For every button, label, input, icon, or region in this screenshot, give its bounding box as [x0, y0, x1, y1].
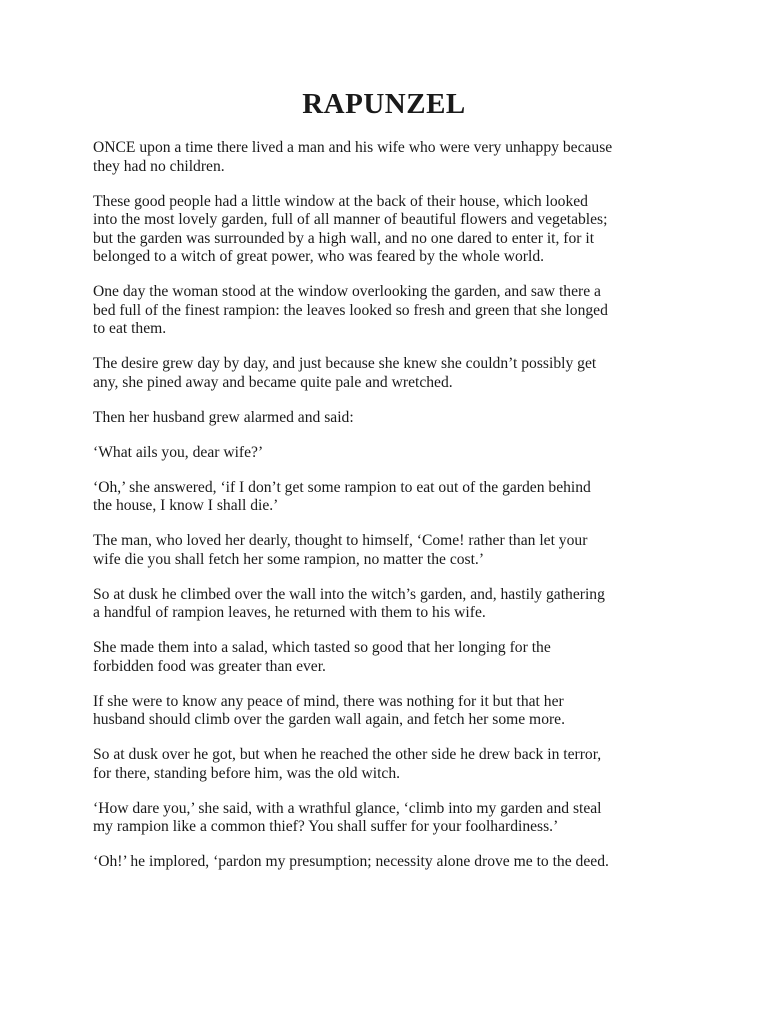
paragraph	[93, 853, 679, 872]
text-line: ‘Oh!’ he implored, ‘pardon my presumption; necessity alone drove me to the deed.	[93, 853, 609, 870]
text-line: One day the woman stood at the window overlooking the garden, and saw there a	[93, 283, 601, 300]
text-line: to eat them.	[93, 320, 167, 337]
text-line: ‘What ails you, dear wife?’	[93, 443, 264, 461]
text-line: for there, standing before him, was the old witch.	[93, 764, 401, 782]
text-line: ‘How dare you,’ she said, with a wrathful glance, ‘climb into my garden and steal	[93, 799, 602, 817]
text-line: my rampion like a common thief? You shall suffer for your foolhardiness.’	[93, 818, 559, 835]
text-line: ‘Oh,’ she answered, ‘if I don’t get some rampion to eat out of the garden behind	[93, 478, 591, 496]
text-line: ONCE upon a time there lived a man and his wife who were very unhappy because	[93, 139, 613, 156]
paragraph	[93, 139, 679, 176]
text-line: The desire grew day by day, and just because she knew she couldn’t possibly get	[93, 355, 597, 372]
text-line: The man, who loved her dearly, thought to himself, ‘Come! rather than let your	[93, 532, 588, 549]
paragraph	[93, 746, 679, 783]
text-line: into the most lovely garden, full of all manner of beautiful flowers and vegetables;	[93, 211, 608, 228]
text-line: She made them into a salad, which tasted so good that her longing for the	[93, 639, 551, 656]
text-line: they had no children.	[93, 157, 225, 175]
text-line: any, she pined away and became quite pale and wretched.	[93, 373, 453, 391]
text-line: So at dusk he climbed over the wall into the witch’s garden, and, hastily gathering	[93, 585, 605, 603]
paragraph	[93, 800, 679, 837]
document-title: RAPUNZEL	[302, 88, 466, 120]
text-line: the house, I know I shall die.’	[93, 497, 279, 514]
paragraph	[93, 409, 679, 428]
text-line: husband should climb over the garden wall again, and fetch her some more.	[93, 711, 566, 728]
text-line: a handful of rampion leaves, he returned with them to his wife.	[93, 604, 486, 621]
text-line: If she were to know any peace of mind, there was nothing for it but that her	[93, 692, 564, 710]
paragraph	[93, 532, 679, 569]
text-line: Then her husband grew alarmed and said:	[93, 408, 354, 426]
paragraph	[93, 355, 679, 392]
paragraph	[93, 586, 679, 623]
paragraph	[93, 193, 679, 267]
paragraph	[93, 479, 679, 516]
text-line: These good people had a little window at the back of their house, which looked	[93, 192, 588, 210]
text-line: wife die you shall fetch her some rampion, no matter the cost.’	[93, 550, 485, 568]
text-line: but the garden was surrounded by a high wall, and no one dared to enter it, for it	[93, 229, 595, 247]
text-line: forbidden food was greater than ever.	[93, 657, 326, 675]
document-body	[93, 139, 679, 888]
paragraph	[93, 444, 679, 463]
text-line: bed full of the finest rampion: the leaves looked so fresh and green that she longed	[93, 301, 608, 319]
text-line: belonged to a witch of great power, who was feared by the whole world.	[93, 248, 545, 265]
paragraph	[93, 283, 679, 339]
paragraph	[93, 693, 679, 730]
text-line: So at dusk over he got, but when he reached the other side he drew back in terror,	[93, 746, 602, 763]
paragraph	[93, 639, 679, 676]
